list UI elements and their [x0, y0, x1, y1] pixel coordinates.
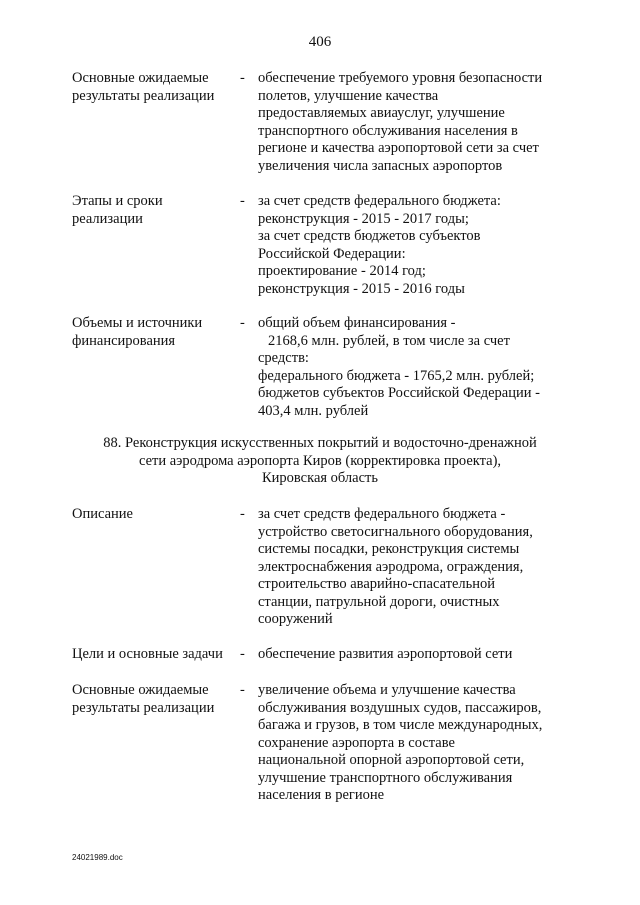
- label-line: Основные ожидаемые: [72, 70, 209, 86]
- value-line: электроснабжения аэродрома, ограждения,: [258, 558, 524, 575]
- footer-filename: 24021989.doc: [72, 853, 123, 862]
- value-line: сооружений: [258, 611, 333, 627]
- value-line: системы посадки, реконструкция системы: [258, 541, 520, 557]
- field-value: [258, 193, 578, 298]
- value-line: 2168,6 млн. рублей, в том числе за счет: [268, 332, 510, 349]
- value-line: увеличение объема и улучшение качества: [258, 682, 516, 698]
- field-label: [72, 70, 232, 105]
- field-value: [258, 682, 578, 805]
- value-line: за счет средств федерального бюджета:: [258, 193, 501, 209]
- heading-line: сети аэродрома аэропорта Киров (корректировка проекта),: [138, 452, 502, 469]
- field-value: [258, 646, 578, 664]
- value-line: улучшение транспортного обслуживания: [258, 769, 513, 786]
- label-line: результаты реализации: [72, 87, 215, 104]
- value-line: 403,4 млн. рублей: [258, 402, 369, 419]
- value-line: станции, патрульной дороги, очистных: [258, 593, 500, 610]
- field-value: [258, 70, 578, 175]
- label-line: финансирования: [72, 332, 176, 349]
- separator-dash: -: [240, 506, 245, 522]
- value-line: строительство аварийно-спасательной: [258, 576, 496, 592]
- value-line: национальной опорной аэропортовой сети,: [258, 752, 525, 768]
- value-line: предоставляемых авиауслуг, улучшение: [258, 105, 505, 121]
- value-line: средств:: [258, 350, 309, 366]
- value-line: обслуживания воздушных судов, пассажиров,: [258, 699, 542, 716]
- value-line: реконструкция - 2015 - 2016 годы: [258, 280, 465, 297]
- field-label: [72, 193, 232, 228]
- field-label: [72, 315, 232, 350]
- value-line: увеличения числа запасных аэропортов: [258, 157, 503, 174]
- value-line: сохранение аэропорта в составе: [258, 734, 455, 751]
- value-line: бюджетов субъектов Российской Федерации -: [258, 385, 540, 401]
- page-number: 406: [308, 34, 332, 50]
- heading-line: 88. Реконструкция искусственных покрытий и водосточно-дренажной: [103, 435, 537, 451]
- label-line: Основные ожидаемые: [72, 682, 209, 698]
- label-line: Цели и основные задачи: [72, 646, 223, 662]
- value-line: федерального бюджета - 1765,2 млн. рублей;: [258, 367, 535, 384]
- value-line: за счет средств федерального бюджета -: [258, 506, 506, 522]
- heading-line: Кировская область: [261, 470, 378, 486]
- label-line: Объемы и источники: [72, 315, 203, 331]
- separator-dash: -: [240, 646, 245, 662]
- separator-dash: -: [240, 682, 245, 698]
- value-line: общий объем финансирования -: [258, 315, 456, 331]
- label-line: Этапы и сроки: [72, 193, 163, 209]
- value-line: населения в регионе: [258, 787, 385, 803]
- value-line: полетов, улучшение качества: [258, 87, 439, 104]
- value-line: обеспечение требуемого уровня безопасности: [258, 70, 543, 86]
- value-line: за счет средств бюджетов субъектов: [258, 228, 481, 244]
- value-line: транспортного обслуживания населения в: [258, 122, 518, 139]
- value-line: Российской Федерации:: [258, 245, 406, 262]
- value-line: реконструкция - 2015 - 2017 годы;: [258, 210, 469, 227]
- field-label: [72, 506, 232, 524]
- section-heading: [80, 435, 560, 488]
- separator-dash: -: [240, 193, 245, 209]
- value-line: устройство светосигнального оборудования,: [258, 523, 533, 540]
- value-line: регионе и качества аэропортовой сети за счет: [258, 140, 539, 156]
- field-value: [258, 506, 578, 629]
- label-line: результаты реализации: [72, 699, 215, 716]
- field-value: [258, 315, 578, 420]
- field-label: [72, 646, 232, 664]
- value-line: проектирование - 2014 год;: [258, 263, 426, 279]
- value-line: багажа и грузов, в том числе международных,: [258, 717, 543, 733]
- label-line: реализации: [72, 210, 143, 227]
- separator-dash: -: [240, 70, 245, 86]
- value-line: обеспечение развития аэропортовой сети: [258, 646, 513, 662]
- field-label: [72, 682, 232, 717]
- label-line: Описание: [72, 506, 133, 522]
- separator-dash: -: [240, 315, 245, 331]
